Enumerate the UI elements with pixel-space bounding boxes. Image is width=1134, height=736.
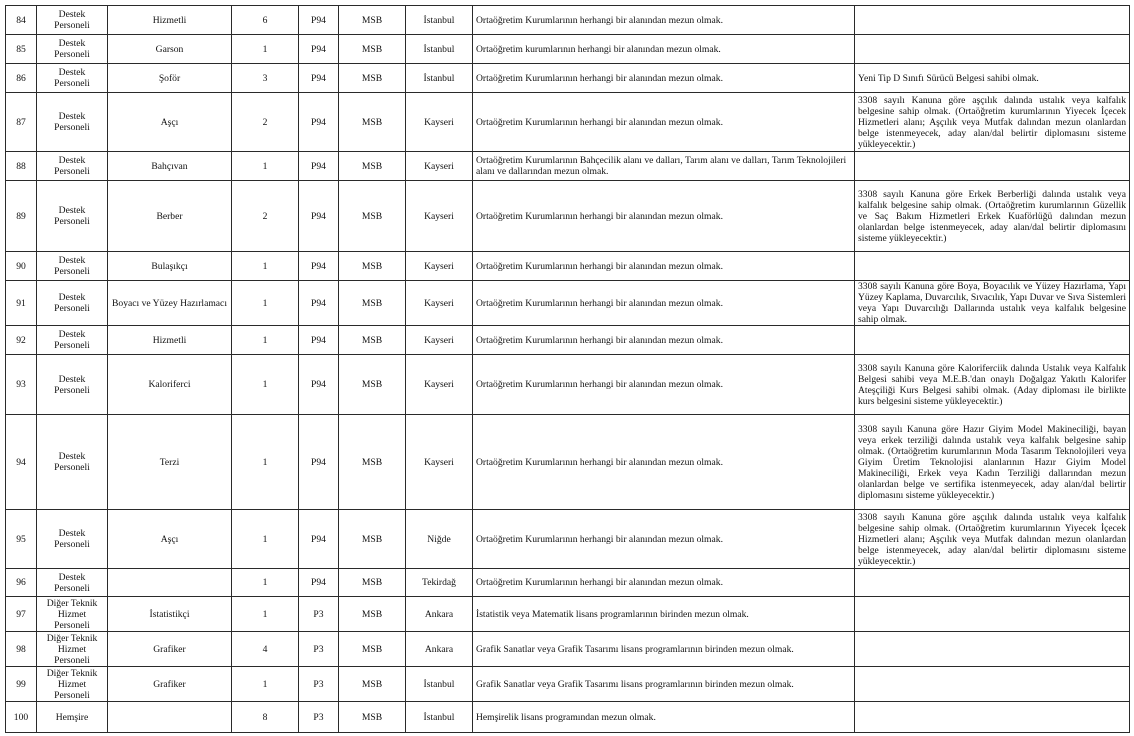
city-cell: Kayseri <box>406 281 473 326</box>
position-count: 1 <box>232 667 299 702</box>
position-title: Berber <box>108 181 232 252</box>
education-requirement: Ortaöğretim kurumlarının herhangi bir alanından mezun olmak. <box>473 35 855 64</box>
education-requirement: Ortaöğretim Kurumlarının Bahçecilik alanı ve dalları, Tarım alanı ve dalları, Tarım Teknolojileri alanı ve dallarından mezun olmak. <box>473 152 855 181</box>
row-number: 96 <box>6 569 37 597</box>
row-number: 86 <box>6 64 37 93</box>
additional-requirement: 3308 sayılı Kanuna göre aşçılık dalında ustalık veya kalfalık belgesine sahip olmak. (Ortaöğretim kurumlarının Yiyecek İçecek Hizmetleri alanı; Aşçılık veya Mutfak dalından mezun olanlardan belge istenmeyecek, aday alan/dal belirtir diplomasını sisteme yükleyecektir.) <box>855 93 1130 152</box>
category-cell: Destek Personeli <box>37 569 108 597</box>
education-requirement: Ortaöğretim Kurumlarının herhangi bir alanından mezun olmak. <box>473 181 855 252</box>
education-requirement: Grafik Sanatlar veya Grafik Tasarımı lisans programlarının birinden mezun olmak. <box>473 632 855 667</box>
exam-code: P94 <box>299 415 339 510</box>
table-row <box>6 326 1130 355</box>
table-row <box>6 355 1130 415</box>
position-title: Kaloriferci <box>108 355 232 415</box>
additional-requirement: Yeni Tip D Sınıfı Sürücü Belgesi sahibi olmak. <box>855 64 1130 93</box>
institution-cell: MSB <box>339 181 406 252</box>
position-count: 1 <box>232 597 299 632</box>
city-cell: İstanbul <box>406 6 473 35</box>
institution-cell: MSB <box>339 281 406 326</box>
additional-requirement: 3308 sayılı Kanuna göre Hazır Giyim Model Makineciliği, bayan veya erkek terziliği dalında ustalık veya kalfalık belgesine sahip olmak. (Ortaöğretim kurumlarının Moda Tasarım Teknolojileri veya Giyim Üretim Teknolojisi alanlarının Hazır Giyim Model Makineciliği, Erkek veya Kadın Terziliği dallarından mezun olanlardan belge ve sertifika istenmeyecek, aday alan/dal belirtir diplomasını sisteme yükleyecektir.) <box>855 415 1130 510</box>
education-requirement: Ortaöğretim Kurumlarının herhangi bir alanından mezun olmak. <box>473 355 855 415</box>
position-title <box>108 569 232 597</box>
position-title: Bulaşıkçı <box>108 252 232 281</box>
institution-cell: MSB <box>339 632 406 667</box>
positions-table-body <box>6 6 1130 733</box>
education-requirement: Grafik Sanatlar veya Grafik Tasarımı lisans programlarının birinden mezun olmak. <box>473 667 855 702</box>
table-row <box>6 35 1130 64</box>
table-row <box>6 93 1130 152</box>
additional-requirement <box>855 667 1130 702</box>
exam-code: P94 <box>299 281 339 326</box>
position-title: İstatistikçi <box>108 597 232 632</box>
additional-requirement: 3308 sayılı Kanuna göre Boya, Boyacılık ve Yüzey Hazırlama, Yapı Yüzey Kaplama, Duvarcılık, Sıvacılık, Yapı Duvar ve Sıva Sistemleri veya Yapı Duvarcılığı Dallarında ustalık veya kalfalık belgesine sahip olmak. <box>855 281 1130 326</box>
category-cell: Diğer Teknik Hizmet Personeli <box>37 667 108 702</box>
education-requirement: Ortaöğretim Kurumlarının herhangi bir alanından mezun olmak. <box>473 569 855 597</box>
row-number: 100 <box>6 702 37 733</box>
category-cell: Destek Personeli <box>37 252 108 281</box>
city-cell: İstanbul <box>406 35 473 64</box>
additional-requirement <box>855 252 1130 281</box>
position-title <box>108 702 232 733</box>
row-number: 93 <box>6 355 37 415</box>
exam-code: P94 <box>299 35 339 64</box>
category-cell: Destek Personeli <box>37 326 108 355</box>
row-number: 87 <box>6 93 37 152</box>
position-count: 3 <box>232 64 299 93</box>
positions-table <box>5 5 1130 733</box>
category-cell: Diğer Teknik Hizmet Personeli <box>37 597 108 632</box>
position-count: 2 <box>232 93 299 152</box>
institution-cell: MSB <box>339 35 406 64</box>
table-row <box>6 569 1130 597</box>
additional-requirement <box>855 632 1130 667</box>
exam-code: P94 <box>299 6 339 35</box>
institution-cell: MSB <box>339 152 406 181</box>
exam-code: P94 <box>299 252 339 281</box>
category-cell: Diğer Teknik Hizmet Personeli <box>37 632 108 667</box>
additional-requirement <box>855 6 1130 35</box>
institution-cell: MSB <box>339 326 406 355</box>
position-title: Hizmetli <box>108 6 232 35</box>
position-count: 2 <box>232 181 299 252</box>
position-count: 6 <box>232 6 299 35</box>
category-cell: Destek Personeli <box>37 415 108 510</box>
institution-cell: MSB <box>339 597 406 632</box>
table-row <box>6 667 1130 702</box>
city-cell: Kayseri <box>406 93 473 152</box>
row-number: 99 <box>6 667 37 702</box>
category-cell: Destek Personeli <box>37 93 108 152</box>
education-requirement: Ortaöğretim Kurumlarının herhangi bir alanından mezun olmak. <box>473 93 855 152</box>
position-count: 1 <box>232 415 299 510</box>
row-number: 95 <box>6 510 37 569</box>
institution-cell: MSB <box>339 93 406 152</box>
table-row <box>6 281 1130 326</box>
additional-requirement: 3308 sayılı Kanuna göre Kaloriferciik dalında Ustalık veya Kalfalık Belgesi sahibi veya M.E.B.'dan onaylı Doğalgaz Yakıtlı Kalorifer Ateşçiliği Kurs Belgesi sahibi olmak. (Aday diploması ile birlikte kurs belgesini sisteme yükleyecektir.) <box>855 355 1130 415</box>
position-title: Aşçı <box>108 510 232 569</box>
table-row <box>6 632 1130 667</box>
exam-code: P94 <box>299 64 339 93</box>
institution-cell: MSB <box>339 510 406 569</box>
position-count: 1 <box>232 281 299 326</box>
row-number: 94 <box>6 415 37 510</box>
institution-cell: MSB <box>339 667 406 702</box>
education-requirement: Ortaöğretim Kurumlarının herhangi bir alanından mezun olmak. <box>473 252 855 281</box>
education-requirement: Hemşirelik lisans programından mezun olmak. <box>473 702 855 733</box>
category-cell: Destek Personeli <box>37 510 108 569</box>
row-number: 98 <box>6 632 37 667</box>
category-cell: Hemşire <box>37 702 108 733</box>
position-count: 4 <box>232 632 299 667</box>
position-count: 1 <box>232 35 299 64</box>
city-cell: Tekirdağ <box>406 569 473 597</box>
education-requirement: Ortaöğretim Kurumlarının herhangi bir alanından mezun olmak. <box>473 64 855 93</box>
city-cell: Kayseri <box>406 355 473 415</box>
exam-code: P94 <box>299 510 339 569</box>
position-title: Şoför <box>108 64 232 93</box>
table-row <box>6 152 1130 181</box>
table-row <box>6 510 1130 569</box>
table-row <box>6 702 1130 733</box>
institution-cell: MSB <box>339 355 406 415</box>
position-count: 1 <box>232 355 299 415</box>
institution-cell: MSB <box>339 569 406 597</box>
position-count: 8 <box>232 702 299 733</box>
table-row <box>6 64 1130 93</box>
exam-code: P94 <box>299 569 339 597</box>
additional-requirement <box>855 326 1130 355</box>
row-number: 92 <box>6 326 37 355</box>
exam-code: P94 <box>299 355 339 415</box>
category-cell: Destek Personeli <box>37 6 108 35</box>
city-cell: Kayseri <box>406 415 473 510</box>
city-cell: Ankara <box>406 597 473 632</box>
row-number: 97 <box>6 597 37 632</box>
education-requirement: Ortaöğretim Kurumlarının herhangi bir alanından mezun olmak. <box>473 6 855 35</box>
city-cell: Kayseri <box>406 326 473 355</box>
city-cell: İstanbul <box>406 667 473 702</box>
position-count: 1 <box>232 569 299 597</box>
additional-requirement <box>855 702 1130 733</box>
exam-code: P94 <box>299 326 339 355</box>
city-cell: Kayseri <box>406 181 473 252</box>
table-row <box>6 597 1130 632</box>
position-count: 1 <box>232 510 299 569</box>
exam-code: P94 <box>299 152 339 181</box>
exam-code: P94 <box>299 93 339 152</box>
row-number: 90 <box>6 252 37 281</box>
row-number: 85 <box>6 35 37 64</box>
position-count: 1 <box>232 152 299 181</box>
additional-requirement <box>855 597 1130 632</box>
row-number: 91 <box>6 281 37 326</box>
institution-cell: MSB <box>339 6 406 35</box>
education-requirement: Ortaöğretim Kurumlarının herhangi bir alanından mezun olmak. <box>473 281 855 326</box>
table-row <box>6 6 1130 35</box>
exam-code: P94 <box>299 181 339 252</box>
education-requirement: Ortaöğretim Kurumlarının herhangi bir alanından mezun olmak. <box>473 510 855 569</box>
position-title: Boyacı ve Yüzey Hazırlamacı <box>108 281 232 326</box>
exam-code: P3 <box>299 597 339 632</box>
table-row <box>6 252 1130 281</box>
additional-requirement <box>855 569 1130 597</box>
exam-code: P3 <box>299 702 339 733</box>
category-cell: Destek Personeli <box>37 152 108 181</box>
city-cell: Niğde <box>406 510 473 569</box>
position-title: Hizmetli <box>108 326 232 355</box>
row-number: 89 <box>6 181 37 252</box>
position-title: Grafiker <box>108 632 232 667</box>
category-cell: Destek Personeli <box>37 181 108 252</box>
category-cell: Destek Personeli <box>37 35 108 64</box>
exam-code: P3 <box>299 667 339 702</box>
position-title: Terzi <box>108 415 232 510</box>
position-count: 1 <box>232 252 299 281</box>
row-number: 88 <box>6 152 37 181</box>
position-title: Bahçıvan <box>108 152 232 181</box>
category-cell: Destek Personeli <box>37 64 108 93</box>
table-row <box>6 181 1130 252</box>
city-cell: Ankara <box>406 632 473 667</box>
additional-requirement: 3308 sayılı Kanuna göre Erkek Berberliği dalında ustalık veya kalfalık belgesine sahip olmak. (Ortaöğretim kurumlarının Güzellik ve Saç Bakım Hizmetleri Erkek Kuaförlüğü dalından mezun olanlardan belge istenmeyecek, aday alan/dal belirtir diplomasını sisteme yükleyecektir.) <box>855 181 1130 252</box>
additional-requirement: 3308 sayılı Kanuna göre aşçılık dalında ustalık veya kalfalık belgesine sahip olmak. (Ortaöğretim kurumlarının Yiyecek İçecek Hizmetleri alanı; Aşçılık veya Mutfak dalından mezun olanlardan belge istenmeyecek, aday alan/dal belirtir diplomasını sisteme yükleyecektir.) <box>855 510 1130 569</box>
city-cell: İstanbul <box>406 64 473 93</box>
exam-code: P3 <box>299 632 339 667</box>
education-requirement: Ortaöğretim Kurumlarının herhangi bir alanından mezun olmak. <box>473 415 855 510</box>
table-row <box>6 415 1130 510</box>
additional-requirement <box>855 35 1130 64</box>
category-cell: Destek Personeli <box>37 281 108 326</box>
institution-cell: MSB <box>339 252 406 281</box>
row-number: 84 <box>6 6 37 35</box>
category-cell: Destek Personeli <box>37 355 108 415</box>
position-title: Garson <box>108 35 232 64</box>
institution-cell: MSB <box>339 702 406 733</box>
city-cell: Kayseri <box>406 252 473 281</box>
additional-requirement <box>855 152 1130 181</box>
position-title: Grafiker <box>108 667 232 702</box>
institution-cell: MSB <box>339 64 406 93</box>
city-cell: Kayseri <box>406 152 473 181</box>
education-requirement: İstatistik veya Matematik lisans programlarının birinden mezun olmak. <box>473 597 855 632</box>
position-title: Aşçı <box>108 93 232 152</box>
institution-cell: MSB <box>339 415 406 510</box>
education-requirement: Ortaöğretim Kurumlarının herhangi bir alanından mezun olmak. <box>473 326 855 355</box>
position-count: 1 <box>232 326 299 355</box>
city-cell: İstanbul <box>406 702 473 733</box>
